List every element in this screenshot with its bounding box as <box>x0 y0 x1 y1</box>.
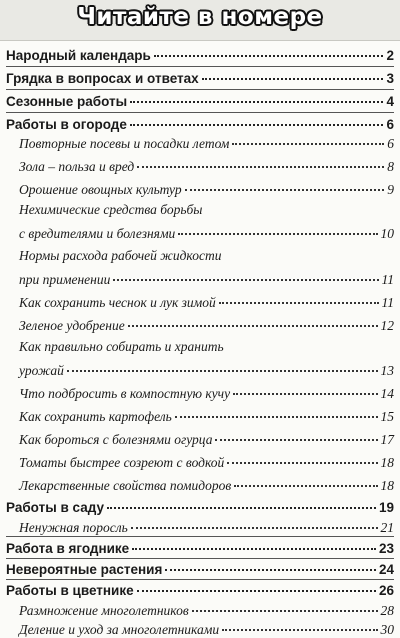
toc-subentry[interactable] <box>0 270 400 288</box>
toc-entry-label: Что подбросить в компостную кучу <box>19 386 231 402</box>
toc-entry-label: с вредителями и болезнями <box>19 226 176 242</box>
toc-page-number: 12 <box>380 318 394 334</box>
toc-entry-label: Народный календарь <box>6 48 151 64</box>
toc-subentry[interactable] <box>0 518 400 536</box>
toc-subentry[interactable] <box>0 157 400 175</box>
toc-page-number: 21 <box>380 520 394 536</box>
toc-entry-label: урожай <box>19 363 64 379</box>
dot-leader <box>185 177 385 191</box>
toc-page-number: 8 <box>387 159 394 175</box>
dot-leader <box>137 154 384 168</box>
dot-leader <box>113 267 378 281</box>
dot-leader <box>175 404 378 418</box>
dot-leader <box>131 515 378 529</box>
dot-leader <box>165 557 376 571</box>
table-of-contents <box>0 40 400 638</box>
toc-subentry[interactable] <box>0 453 400 471</box>
toc-page-number: 13 <box>380 363 394 379</box>
toc-page-number: 11 <box>381 272 394 288</box>
toc-entry-label: Зола – польза и вред <box>19 159 135 175</box>
toc-entry-label: Сезонные работы <box>6 94 128 110</box>
toc-entry-berry-garden[interactable] <box>0 539 400 556</box>
dot-leader <box>67 358 378 372</box>
toc-entry-label: Как сохранить чеснок и лук зимой <box>19 295 216 311</box>
toc-page-number: 2 <box>386 48 394 64</box>
dot-leader <box>233 381 377 395</box>
toc-entry-label: Повторные посевы и посадки летом <box>19 136 230 152</box>
toc-entry-label: Зеленое удобрение <box>19 318 125 334</box>
toc-page-number: 28 <box>380 603 394 619</box>
toc-entry-label: Работы в цветнике <box>6 583 134 599</box>
toc-entry-label: Орошение овощных культур <box>19 182 182 198</box>
dot-leader <box>219 290 379 304</box>
toc-subentry[interactable] <box>0 430 400 448</box>
toc-entry-seasonal-work[interactable] <box>0 92 400 109</box>
toc-page-number: 17 <box>380 432 394 448</box>
toc-entry-label: Работы в огороде <box>6 117 127 133</box>
dot-leader <box>178 221 377 235</box>
toc-subentry[interactable] <box>0 361 400 379</box>
toc-page-number: 3 <box>386 71 394 87</box>
toc-page-number: 19 <box>378 500 394 516</box>
toc-entry-orchard[interactable] <box>0 498 400 515</box>
toc-page-number: 15 <box>380 409 394 425</box>
toc-entry-label: Томаты быстрее созреют с водкой <box>19 455 225 471</box>
toc-entry-vegetable-garden[interactable] <box>0 115 400 132</box>
toc-page-number: 23 <box>378 541 394 557</box>
dot-leader <box>107 495 376 509</box>
toc-subentry-first-line: Нехимические средства борьбы <box>19 202 203 217</box>
toc-subentry[interactable] <box>0 620 400 638</box>
contents-header <box>0 0 400 41</box>
dot-leader <box>154 43 384 57</box>
dot-leader <box>234 473 377 487</box>
toc-entry-label: Размножение многолетников <box>19 603 189 619</box>
dot-leader <box>222 617 377 631</box>
toc-entry-label: Деление и уход за многолетниками <box>19 622 220 638</box>
toc-subentry-first-line: Нормы расхода рабочей жидкости <box>19 248 222 263</box>
dot-leader <box>128 313 378 327</box>
toc-entry-label: Работы в саду <box>6 500 104 516</box>
dot-leader <box>202 66 384 80</box>
toc-entry-label: Ненужная поросль <box>19 520 128 536</box>
dot-leader <box>130 112 384 126</box>
toc-entry-label: Работа в ягоднике <box>6 541 130 557</box>
dot-leader <box>192 598 378 612</box>
toc-entry-label: Как сохранить картофель <box>19 409 172 425</box>
toc-page-number: 6 <box>386 117 394 133</box>
toc-entry-flower-garden[interactable] <box>0 581 400 598</box>
toc-subentry[interactable] <box>0 407 400 425</box>
toc-page-number: 4 <box>386 94 394 110</box>
toc-subentry[interactable] <box>0 316 400 334</box>
toc-page-number: 26 <box>378 583 394 599</box>
toc-entry-label: Грядка в вопросах и ответах <box>6 71 199 87</box>
toc-page-number: 6 <box>387 136 394 152</box>
toc-subentry[interactable] <box>0 476 400 494</box>
toc-page-number: 9 <box>387 182 394 198</box>
toc-page-number: 24 <box>378 562 394 578</box>
dot-leader <box>232 131 384 145</box>
toc-entry-label: при применении <box>19 272 111 288</box>
toc-entry-label: Как бороться с болезнями огурца <box>19 432 213 448</box>
toc-page-number: 11 <box>381 295 394 311</box>
toc-page-number: 18 <box>380 455 394 471</box>
toc-entry-incredible-plants[interactable] <box>0 560 400 577</box>
toc-subentry[interactable] <box>0 134 400 152</box>
page-title: Читайте в номере <box>77 4 323 30</box>
dot-leader <box>227 450 377 464</box>
toc-page-number: 14 <box>380 386 394 402</box>
toc-entry-garden-qa[interactable] <box>0 69 400 86</box>
toc-subentry[interactable] <box>0 293 400 311</box>
toc-entry-label: Невероятные растения <box>6 562 163 578</box>
toc-page-number: 30 <box>380 622 394 638</box>
dot-leader <box>215 427 377 441</box>
dot-leader <box>130 89 383 103</box>
dot-leader <box>132 536 376 550</box>
toc-page-number: 10 <box>380 226 394 242</box>
toc-page-number: 18 <box>380 478 394 494</box>
dot-leader <box>137 578 376 592</box>
toc-subentry-first-line: Как правильно собирать и хранить <box>19 339 224 354</box>
toc-subentry[interactable] <box>0 224 400 242</box>
toc-subentry[interactable] <box>0 384 400 402</box>
toc-entry-label: Лекарственные свойства помидоров <box>19 478 232 494</box>
toc-subentry[interactable] <box>0 180 400 198</box>
toc-entry-folk-calendar[interactable] <box>0 46 400 63</box>
